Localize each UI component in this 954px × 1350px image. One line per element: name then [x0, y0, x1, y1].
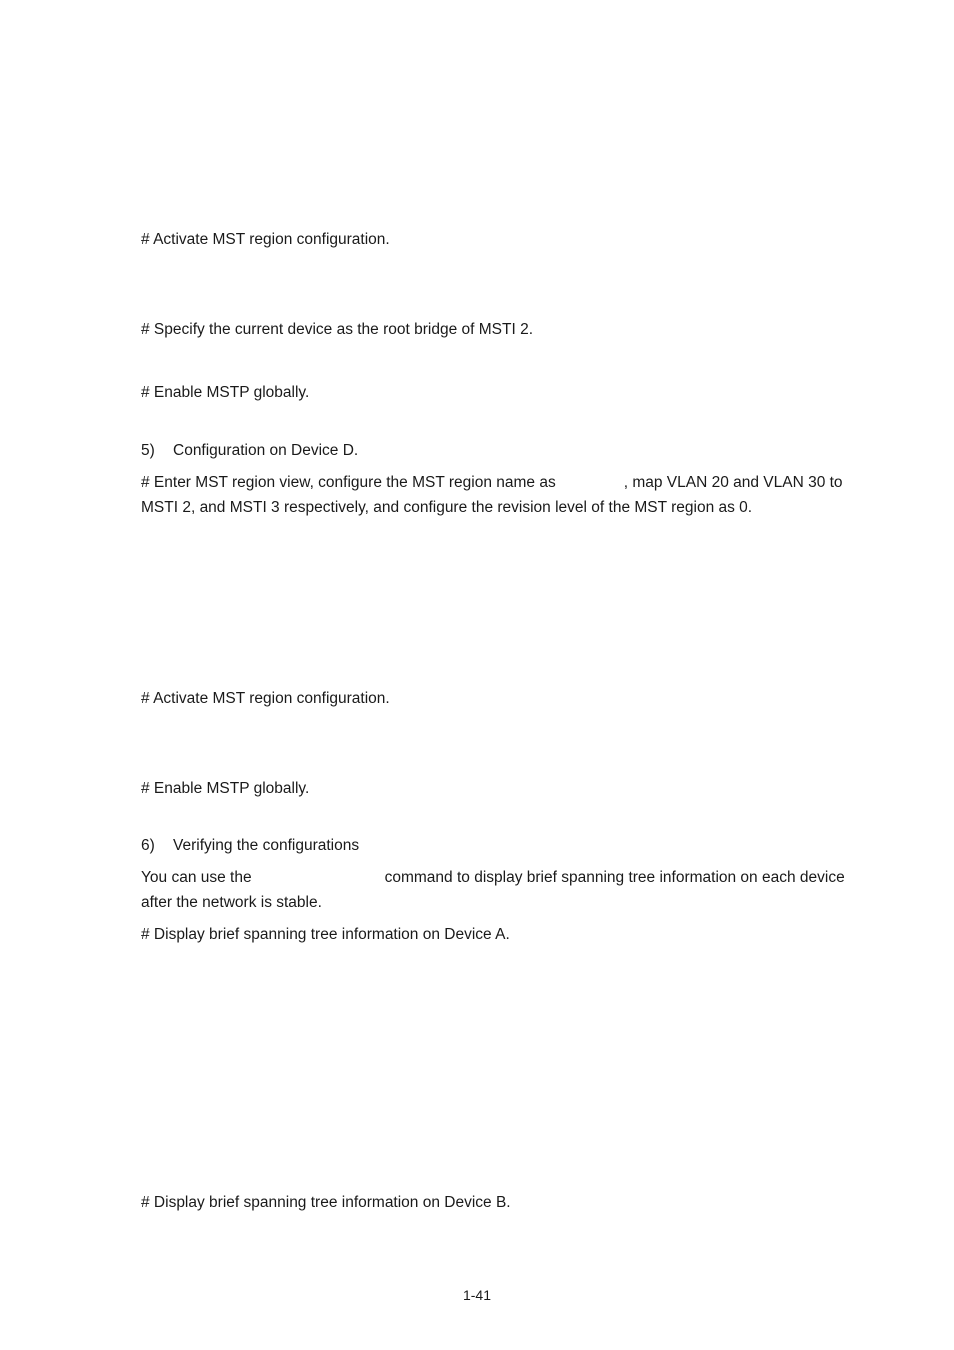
paragraph-text: # Enter MST region view, configure the MST region name as [141, 474, 556, 491]
step-number: 5) [141, 442, 155, 459]
comment-enable-mstp: # Enable MSTP globally. [141, 384, 310, 401]
paragraph-text: , map VLAN 20 and VLAN 30 to [623, 474, 843, 491]
paragraph-display-command-cont: after the network is stable. [141, 894, 322, 911]
page-number: 1-41 [462, 1287, 492, 1303]
comment-activate-mst-region-d: # Activate MST region configuration. [141, 690, 390, 707]
paragraph-enter-mst-region [141, 473, 863, 493]
comment-activate-mst-region: # Activate MST region configuration. [141, 231, 390, 248]
step-heading-6 [141, 836, 359, 856]
comment-enable-mstp-d: # Enable MSTP globally. [141, 780, 310, 797]
comment-display-device-a: # Display brief spanning tree information on Device A. [141, 926, 510, 943]
paragraph-enter-mst-region-cont: MSTI 2, and MSTI 3 respectively, and configure the revision level of the MST region as 0. [141, 499, 753, 516]
paragraph-text: command to display brief spanning tree information on each device [384, 869, 845, 886]
comment-specify-root-bridge: # Specify the current device as the root bridge of MSTI 2. [141, 321, 534, 338]
paragraph-display-command [141, 868, 845, 888]
comment-display-device-b: # Display brief spanning tree information on Device B. [141, 1194, 511, 1211]
paragraph-text: You can use the [141, 869, 252, 886]
step-title: Configuration on Device D. [173, 442, 359, 459]
step-number: 6) [141, 837, 155, 854]
step-heading-5 [141, 441, 358, 461]
step-title: Verifying the configurations [173, 837, 360, 854]
